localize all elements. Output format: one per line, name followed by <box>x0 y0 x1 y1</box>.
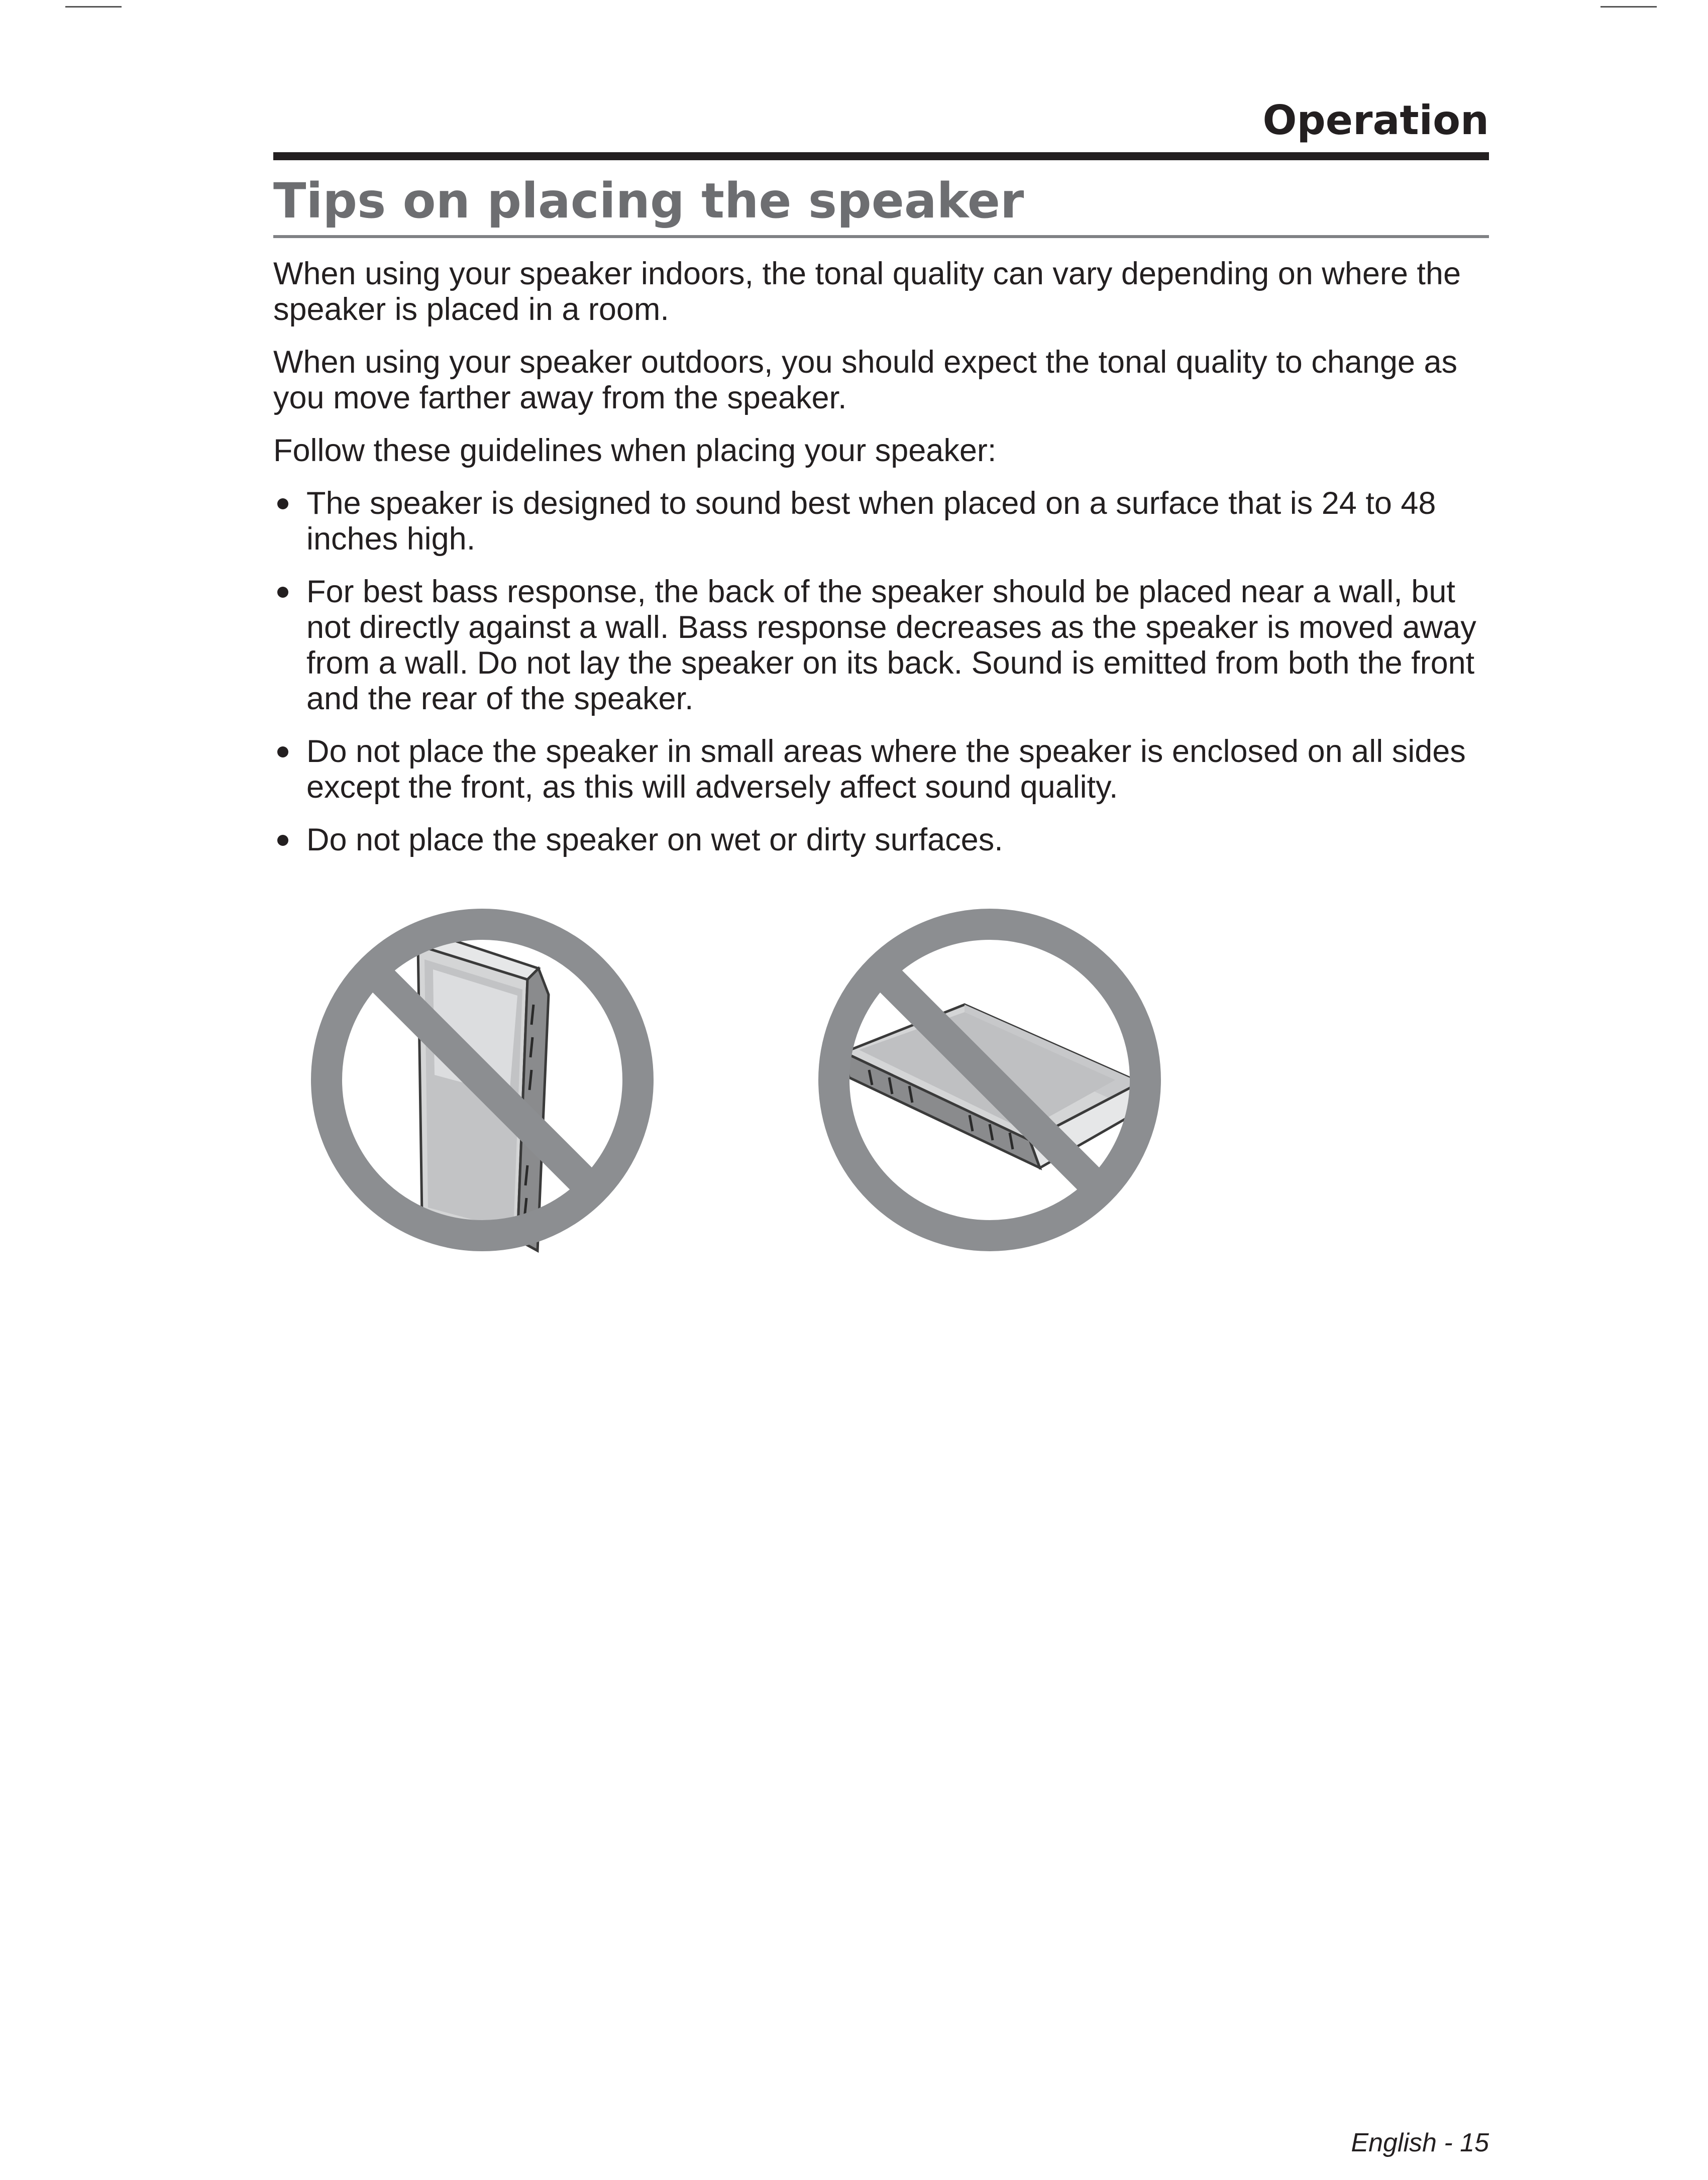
intro-paragraph-indoors: When using your speaker indoors, the tonal quality can vary depending on where the speaker is placed in a room. <box>273 256 1461 327</box>
intro-paragraph-outdoors: When using your speaker outdoors, you should expect the tonal quality to change as you move farther away from the speaker. <box>273 345 1457 415</box>
list-item-text: For best bass response, the back of the speaker should be placed near a wall, but not directly against a wall. Bass response decreases as the speaker is moved away from a wall. Do not lay the speaker on its back. Sound is emitted from both the front and the rear of the speaker. <box>306 574 1476 716</box>
no-speaker-on-end-icon <box>306 904 658 1256</box>
crop-mark-right <box>1600 6 1657 8</box>
body-content <box>273 256 1489 875</box>
list-item-text: The speaker is designed to sound best when placed on a surface that is 24 to 48 inches high. <box>306 486 1436 557</box>
guidelines-list <box>273 486 1489 858</box>
header-rule <box>273 152 1489 160</box>
no-speaker-on-back-icon <box>814 904 1165 1256</box>
crop-mark-left <box>65 6 122 8</box>
title-rule <box>273 235 1489 238</box>
bullet-icon <box>277 835 288 846</box>
section-header: Operation <box>1262 97 1489 144</box>
list-item-text: Do not place the speaker on wet or dirty surfaces. <box>306 822 1003 857</box>
page-title: Tips on placing the speaker <box>273 173 1024 229</box>
list-item <box>273 734 1489 805</box>
bullet-icon <box>277 746 288 757</box>
bullet-icon <box>277 498 288 509</box>
list-item <box>273 822 1489 858</box>
guidelines-lead-in: Follow these guidelines when placing your speaker: <box>273 433 997 468</box>
page-number: English - 15 <box>1351 2128 1489 2157</box>
bullet-icon <box>277 587 288 598</box>
list-item <box>273 486 1489 557</box>
list-item-text: Do not place the speaker in small areas where the speaker is enclosed on all sides except the front, as this will adversely affect sound quality. <box>306 734 1466 805</box>
list-item <box>273 574 1489 717</box>
